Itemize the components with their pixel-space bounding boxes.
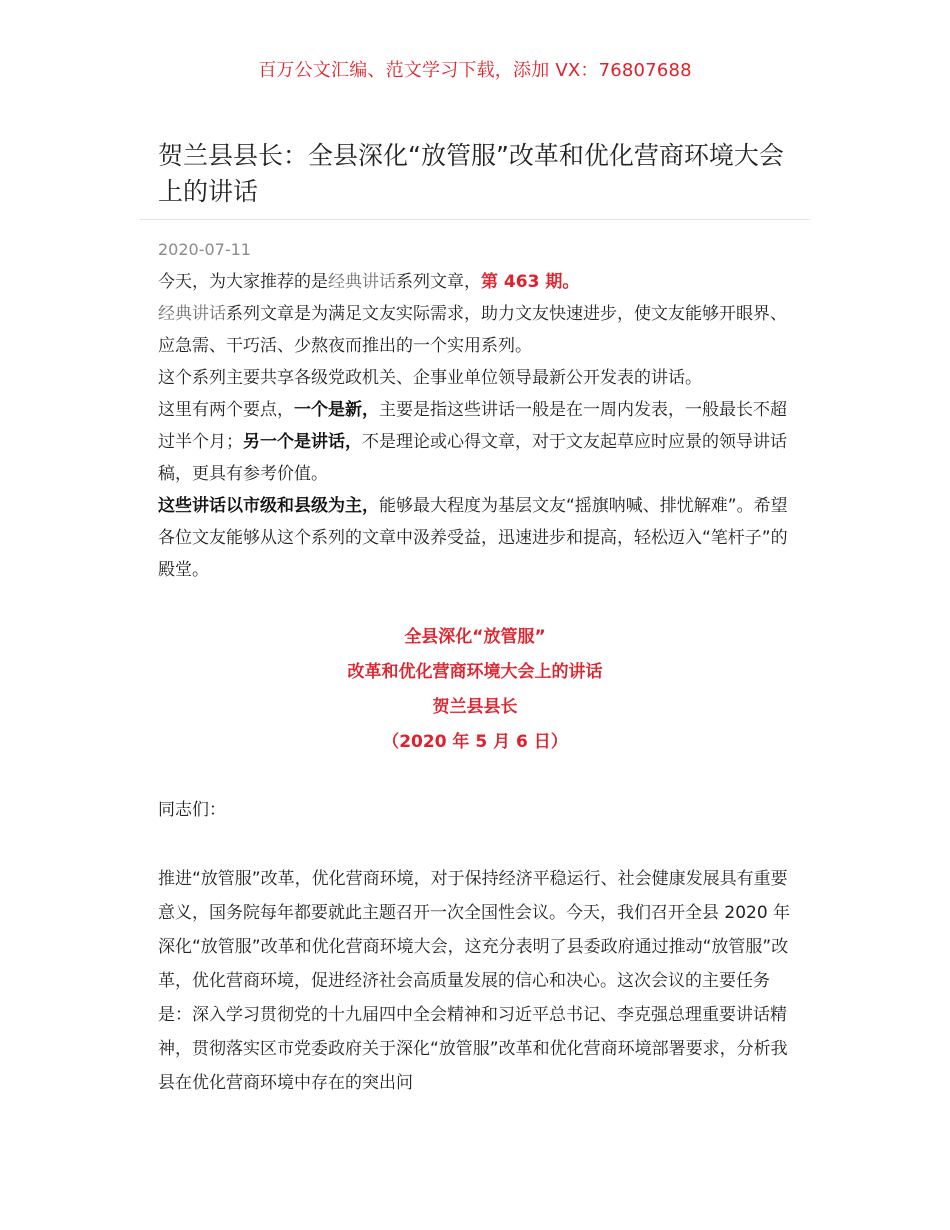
intro-text: 这里有两个要点， [158,400,294,420]
intro-text: 系列文章， [396,272,481,292]
title-divider [140,219,810,220]
speech-date: （2020 年 5 月 6 日） [382,732,568,752]
publish-date: 2020-07-11 [158,240,251,259]
intro-paragraph-1 [158,266,798,298]
speech-title-line-1: 全县深化“放管服” [404,627,546,647]
intro-paragraph-4 [158,394,798,490]
intro-text: 系列文章是为满足文友实际需求，助力文友快速进步，使文友能够开眼界、应急需、干巧活、少熬夜而推出的一个实用系列。 [158,304,787,356]
intro-paragraph-5 [158,490,798,586]
intro-text: 今天，为大家推荐的是 [158,272,328,292]
series-name: 经典讲话 [158,304,226,324]
intro-text: 不是理论或心得文章，对于文友起草应时应景的领导讲话稿，更具有参考价值。 [158,432,787,484]
speech-heading [0,620,950,760]
key-point-level: 这些讲话以市级和县级为主， [158,496,379,516]
intro-paragraph-2 [158,298,798,362]
intro-section [158,266,798,586]
promo-banner: 百万公文汇编、范文学习下载，添加 VX：76807688 [258,60,692,81]
speech-body-paragraph: 推进“放管服”改革，优化营商环境，对于保持经济平稳运行、社会健康发展具有重要意义，国务院每年都要就此主题召开一次全国性会议。今天，我们召开全县 2020 年深化“放管服”改革和优化营商环境大会，这充分表明了县委政府通过推动“放管服”改革，优化营商环境，促进经济社会高质量发展的信心和决心。这次会议的主要任务是：深入学习贯彻党的十九届四中全会精神和习近平总书记、李克强总理重要讲话精神，贯彻落实区市党委政府关于深化“放管服”改革和优化营商环境部署要求，分析我县在优化营商环境中存在的突出问 [158,869,791,1093]
key-point-new: 一个是新， [294,400,379,420]
intro-paragraph-3: 这个系列主要共享各级党政机关、企事业单位领导最新公开发表的讲话。 [158,368,702,388]
speech-title-line-2: 改革和优化营商环境大会上的讲话 [347,662,603,682]
article-title: 贺兰县县长：全县深化“放管服”改革和优化营商环境大会上的讲话 [158,141,784,206]
series-name: 经典讲话 [328,272,396,292]
issue-number: 第 463 期。 [481,272,580,292]
intro-text: 能够最大程度为基层文友“摇旗呐喊、排忧解难”。希望各位文友能够从这个系列的文章中汲养受益，迅速进步和提高，轻松迈入“笔杆子”的殿堂。 [158,496,788,580]
greeting: 同志们： [158,800,226,820]
intro-text: 主要是指这些讲话一般是在一周内发表，一般最长不超过半个月； [158,400,787,452]
key-point-speech: 另一个是讲话， [243,432,362,452]
speaker: 贺兰县县长 [432,697,518,717]
